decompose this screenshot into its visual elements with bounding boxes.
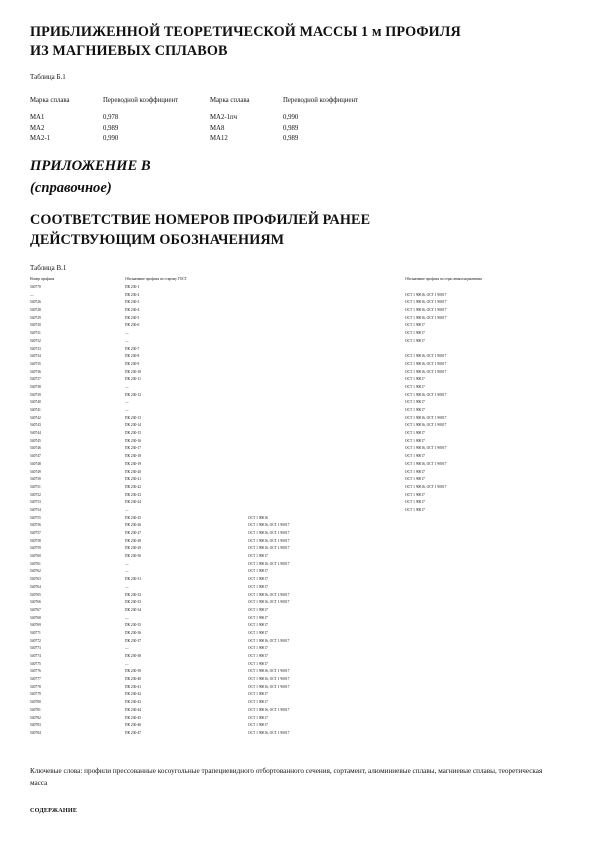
- table-cell: 540762: [30, 569, 41, 574]
- table-cell: 540766: [30, 600, 41, 605]
- table-row: [30, 453, 570, 461]
- table-cell: ОСТ 1 90017: [248, 623, 268, 628]
- table-cell: 540783: [30, 723, 41, 728]
- table-cell: ПК 230-29: [125, 546, 142, 551]
- table-b1: [30, 96, 403, 145]
- table-cell: ПК 230-2: [125, 292, 140, 297]
- table-cell: ПК 230-20: [125, 469, 142, 474]
- table-cell: 540750: [30, 477, 41, 482]
- table-cell: ОСТ 1 90016, ОСТ 1 90017: [248, 592, 290, 597]
- table-cell: ОСТ 1 90017: [248, 715, 268, 720]
- table-cell: 540747: [30, 454, 41, 459]
- table-row: [30, 661, 570, 669]
- table-cell: 540763: [30, 577, 41, 582]
- table-cell: ПК 230-36: [125, 630, 142, 635]
- table-cell: ОСТ 1 90017: [405, 469, 425, 474]
- table-cell: ОСТ 1 90016, ОСТ 1 90017: [405, 415, 447, 420]
- table-cell: ОСТ 1 90017: [405, 408, 425, 412]
- table-cell: ОСТ 1 90017: [248, 607, 268, 612]
- table-row: [30, 638, 570, 646]
- table-row: [30, 584, 570, 592]
- table-cell: ОСТ 1 90017: [248, 700, 268, 705]
- table-row: [30, 330, 570, 338]
- table-row: [30, 292, 570, 300]
- table-b2-caption: Таблица В.1: [30, 264, 67, 272]
- table-cell: ОСТ 1 90017: [248, 646, 268, 651]
- table-cell: ОСТ 1 90016, ОСТ 1 90017: [248, 638, 290, 643]
- table-cell: ОСТ 1 90017: [405, 431, 425, 436]
- table-b1-caption: Таблица Б.1: [30, 73, 66, 81]
- table-cell: 540784: [30, 730, 41, 735]
- table-cell: ПК 230-4: [125, 308, 140, 313]
- table-row: [30, 645, 570, 653]
- table-cell: 540749: [30, 469, 41, 474]
- table-cell: ПК 230-15: [125, 431, 142, 436]
- table-row: [30, 369, 570, 377]
- heading-top-line1: ПРИБЛИЖЕННОЙ ТЕОРЕТИЧЕСКОЙ МАССЫ 1 м ПРОФИЛЯ: [30, 24, 461, 40]
- table-cell: ОСТ 1 90016, ОСТ 1 90017: [405, 423, 447, 428]
- table-cell: ПК 230-3: [125, 300, 140, 305]
- toc-heading: СОДЕРЖАНИЕ: [30, 807, 78, 814]
- table-cell: ПК 230-42: [125, 692, 142, 697]
- table-cell: —: [125, 561, 129, 566]
- table-row: [30, 507, 570, 515]
- table-row: [30, 113, 403, 124]
- table-row: [30, 545, 570, 553]
- table-cell: ОСТ 1 90017: [248, 615, 268, 620]
- table-cell: 540751: [30, 484, 41, 489]
- table-cell: ОСТ 1 90017: [248, 577, 268, 582]
- table-cell: —: [125, 661, 129, 666]
- table-cell: ОСТ 1 90016, ОСТ 1 90017: [248, 677, 290, 682]
- table-row: [30, 653, 570, 661]
- table-cell: ПК 230-17: [125, 446, 142, 451]
- table-row: [30, 668, 570, 676]
- table-cell: ОСТ 1 90016: [248, 515, 268, 520]
- table-cell: ОСТ 1 90016, ОСТ 1 90017: [248, 561, 290, 566]
- table-b2-header-2: Обозначение профиля по старому ГОСТ: [125, 277, 188, 281]
- table-cell: ПК 230-5: [125, 315, 140, 320]
- table-row: [30, 422, 570, 430]
- table-row: [30, 461, 570, 469]
- table-cell: ОСТ 1 90016, ОСТ 1 90017: [405, 446, 447, 451]
- table-row: [30, 684, 570, 692]
- table-cell: ОСТ 1 90017: [405, 454, 425, 459]
- table-cell: ПК 230-38: [125, 654, 142, 658]
- table-cell: ОСТ 1 90017: [405, 438, 425, 443]
- table-cell: ОСТ 1 90017: [248, 723, 268, 728]
- table-cell: 540734: [30, 354, 41, 359]
- table-cell: ПК 230-41: [125, 684, 142, 689]
- table-row: [30, 699, 570, 707]
- table-row: [30, 522, 570, 530]
- table-cell: 0,989: [103, 124, 119, 132]
- table-cell: ПК 230-14: [125, 423, 142, 428]
- table-row: [30, 407, 570, 415]
- table-cell: ПК 230-10: [125, 369, 142, 374]
- table-cell: ОСТ 1 90016, ОСТ 1 90017: [405, 392, 447, 397]
- table-cell: —: [125, 400, 129, 405]
- table-cell: ПК 230-44: [125, 707, 142, 712]
- table-cell: ПК 230-27: [125, 531, 142, 535]
- table-row: [30, 691, 570, 699]
- table-cell: ПК 230-9: [125, 361, 140, 366]
- table-cell: 540737: [30, 377, 41, 382]
- table-cell: 540745: [30, 438, 41, 443]
- table-cell: 0,978: [103, 113, 119, 121]
- table-row: [30, 715, 570, 723]
- table-cell: ПК 230-11: [125, 377, 141, 382]
- table-cell: ОСТ 1 90017: [248, 630, 268, 635]
- table-row: [30, 307, 570, 315]
- table-cell: 540777: [30, 677, 41, 682]
- table-cell: МА1: [30, 113, 45, 121]
- table-cell: ПК 230-28: [125, 538, 142, 543]
- table-cell: 540748: [30, 461, 41, 466]
- table-cell: 540739: [30, 392, 41, 397]
- table-cell: ОСТ 1 90016, ОСТ 1 90017: [405, 361, 447, 366]
- table-cell: 540779: [30, 692, 41, 697]
- table-cell: 540731: [30, 331, 41, 336]
- table-cell: 540760: [30, 554, 41, 559]
- table-row: [30, 561, 570, 569]
- table-cell: 540728: [30, 308, 41, 313]
- table-cell: ОСТ 1 90016, ОСТ 1 90017: [405, 354, 447, 359]
- table-cell: 540754: [30, 507, 41, 512]
- table-cell: 540730: [30, 323, 41, 328]
- table-row: [30, 384, 570, 392]
- table-cell: МА8: [210, 124, 225, 132]
- table-cell: 540752: [30, 492, 41, 497]
- table-cell: МА2-1пч: [210, 113, 238, 121]
- table-row: [30, 376, 570, 384]
- table-cell: —: [125, 331, 129, 336]
- table-cell: 540726: [30, 300, 41, 305]
- table-cell: 540782: [30, 715, 41, 720]
- table-row: [30, 707, 570, 715]
- table-row: [30, 722, 570, 730]
- table-cell: 540735: [30, 361, 41, 366]
- heading-top-line2: ИЗ МАГНИЕВЫХ СПЛАВОВ: [30, 43, 228, 59]
- table-row: [30, 615, 570, 623]
- table-cell: ОСТ 1 90017: [405, 323, 425, 328]
- table-cell: 540765: [30, 592, 41, 597]
- table-cell: 540758: [30, 538, 41, 543]
- table-cell: ОСТ 1 90016, ОСТ 1 90017: [248, 531, 290, 535]
- table-row: [30, 315, 570, 323]
- table-row: [30, 553, 570, 561]
- table-cell: ОСТ 1 90016, ОСТ 1 90017: [248, 684, 290, 689]
- table-cell: ПК 230-12: [125, 392, 142, 397]
- table-cell: —: [125, 615, 129, 620]
- table-cell: ОСТ 1 90017: [405, 500, 425, 505]
- table-cell: 540753: [30, 500, 41, 505]
- table-row: [30, 576, 570, 584]
- table-cell: ПК 230-30: [125, 554, 142, 559]
- table-row: [30, 134, 403, 145]
- table-cell: ОСТ 1 90017: [248, 692, 268, 697]
- table-row: [30, 622, 570, 630]
- table-cell: ОСТ 1 90017: [405, 338, 425, 343]
- table-row: [30, 499, 570, 507]
- table-cell: ОСТ 1 90016, ОСТ 1 90017: [248, 600, 290, 605]
- table-row: [30, 430, 570, 438]
- table-row: [30, 338, 570, 346]
- table-cell: ПК 230-33: [125, 600, 142, 605]
- table-cell: 540755: [30, 515, 41, 520]
- table-cell: ОСТ 1 90017: [248, 569, 268, 574]
- appendix-title: ПРИЛОЖЕНИЕ В: [30, 158, 151, 174]
- table-cell: 540778: [30, 684, 41, 689]
- table-cell: —: [125, 338, 129, 343]
- table-cell: 540771: [30, 630, 41, 635]
- table-row: [30, 284, 570, 292]
- table-cell: ОСТ 1 90017: [405, 331, 425, 336]
- table-row: [30, 346, 570, 354]
- header-cell: Переводной коэффициент: [283, 97, 359, 104]
- table-cell: ОСТ 1 90017: [248, 661, 268, 666]
- table-cell: ОСТ 1 90017: [248, 584, 268, 589]
- table-row: [30, 630, 570, 638]
- table-cell: 540736: [30, 369, 41, 374]
- table-cell: ПК 230-32: [125, 592, 142, 597]
- table-cell: ПК 230-22: [125, 484, 142, 489]
- table-row: [30, 445, 570, 453]
- table-cell: 540761: [30, 561, 41, 566]
- table-row: [30, 353, 570, 361]
- table-cell: —: [125, 384, 129, 389]
- table-row: [30, 299, 570, 307]
- table-row: [30, 530, 570, 538]
- table-cell: ОСТ 1 90017: [405, 400, 425, 405]
- table-cell: 540769: [30, 623, 41, 628]
- table-cell: 540773: [30, 646, 41, 651]
- table-cell: ПК 230-35: [125, 623, 142, 628]
- table-cell: —: [30, 292, 34, 297]
- table-row: [30, 438, 570, 446]
- table-cell: ОСТ 1 90017: [405, 492, 425, 497]
- appendix-subtitle: (справочное): [30, 180, 112, 196]
- table-cell: 540759: [30, 546, 41, 551]
- table-cell: 540741: [30, 408, 41, 412]
- table-cell: —: [125, 569, 129, 574]
- table-cell: ПК 230-7: [125, 346, 140, 351]
- table-b2-header-1: Номер профиля: [30, 277, 55, 281]
- table-row: [30, 469, 570, 477]
- table-row: [30, 399, 570, 407]
- table-row: [30, 124, 403, 135]
- table-cell: ПК 230-16: [125, 438, 142, 443]
- table-cell: —: [125, 408, 129, 412]
- table-cell: 540742: [30, 415, 41, 420]
- table-cell: 540743: [30, 423, 41, 428]
- table-cell: ОСТ 1 90016, ОСТ 1 90017: [405, 300, 447, 305]
- table-cell: ОСТ 1 90016, ОСТ 1 90017: [405, 484, 447, 489]
- table-cell: ОСТ 1 90017: [405, 377, 425, 382]
- table-cell: 0,990: [283, 113, 299, 121]
- table-row: [30, 568, 570, 576]
- table-cell: 540740: [30, 400, 41, 405]
- table-cell: ПК 230-26: [125, 523, 142, 528]
- table-cell: ОСТ 1 90016, ОСТ 1 90017: [248, 707, 290, 712]
- table-cell: ПК 230-45: [125, 715, 142, 720]
- table-cell: 540781: [30, 707, 41, 712]
- table-cell: ОСТ 1 90016, ОСТ 1 90017: [248, 669, 290, 674]
- table-row: [30, 322, 570, 330]
- table-cell: ПК 230-40: [125, 677, 142, 682]
- header-cell: Переводной коэффициент: [103, 97, 179, 104]
- table-cell: 540757: [30, 531, 41, 535]
- table-cell: ПК 230-18: [125, 454, 142, 459]
- table-cell: 540775: [30, 661, 41, 666]
- table-cell: МА12: [210, 135, 228, 143]
- table-cell: МА2-1: [30, 135, 51, 143]
- table-header-row: [30, 96, 403, 107]
- appendix-heading-line2: ДЕЙСТВУЮЩИМ ОБОЗНАЧЕНИЯМ: [30, 232, 285, 248]
- header-cell: Марка сплава: [30, 97, 70, 104]
- table-cell: ПК 230-1: [125, 285, 140, 289]
- table-b2-header-4: Обозначение профиля по отраслевым нормативам: [405, 277, 482, 281]
- table-cell: ПК 230-47: [125, 730, 142, 735]
- table-cell: ПК 230-13: [125, 415, 142, 420]
- table-cell: ОСТ 1 90017: [405, 477, 425, 482]
- table-cell: 540746: [30, 446, 41, 451]
- table-cell: ОСТ 1 90017: [248, 654, 268, 658]
- table-b2-body: [30, 284, 570, 738]
- table-row: [30, 484, 570, 492]
- table-cell: 540729: [30, 315, 41, 320]
- table-cell: 0,989: [283, 124, 299, 132]
- table-cell: 0,990: [103, 135, 119, 143]
- table-cell: 540776: [30, 669, 41, 674]
- table-cell: МА2: [30, 124, 45, 132]
- table-cell: 540733: [30, 346, 41, 351]
- table-cell: 540732: [30, 338, 41, 343]
- appendix-heading-line1: СООТВЕТСТВИЕ НОМЕРОВ ПРОФИЛЕЙ РАНЕЕ: [30, 212, 371, 228]
- table-cell: ПК 230-19: [125, 461, 142, 466]
- table-cell: 540738: [30, 384, 41, 389]
- table-cell: ПК 230-25: [125, 515, 142, 520]
- table-cell: 540744: [30, 431, 41, 436]
- table-cell: 540772: [30, 638, 41, 643]
- table-row: [30, 361, 570, 369]
- table-cell: 540774: [30, 654, 41, 658]
- table-row: [30, 415, 570, 423]
- table-cell: —: [125, 646, 129, 651]
- table-row: [30, 676, 570, 684]
- table-cell: 0,989: [283, 135, 299, 143]
- table-cell: ПК 230-34: [125, 607, 142, 612]
- table-cell: —: [125, 507, 129, 512]
- table-cell: 540768: [30, 615, 41, 620]
- table-cell: ПК 230-46: [125, 723, 142, 728]
- table-cell: ОСТ 1 90016, ОСТ 1 90017: [405, 292, 447, 297]
- table-cell: ПК 230-39: [125, 669, 142, 674]
- table-cell: ОСТ 1 90016, ОСТ 1 90017: [248, 538, 290, 543]
- table-row: [30, 476, 570, 484]
- table-cell: ПК 230-8: [125, 354, 140, 359]
- table-cell: ПК 230-37: [125, 638, 142, 643]
- table-cell: ПК 230-31: [125, 577, 142, 582]
- table-cell: ПК 230-6: [125, 323, 140, 328]
- table-cell: ОСТ 1 90016, ОСТ 1 90017: [405, 461, 447, 466]
- table-cell: ОСТ 1 90016, ОСТ 1 90017: [248, 523, 290, 528]
- header-cell: Марка сплава: [210, 97, 250, 104]
- table-cell: ОСТ 1 90017: [405, 507, 425, 512]
- table-cell: ОСТ 1 90016, ОСТ 1 90017: [248, 546, 290, 551]
- table-cell: ОСТ 1 90016, ОСТ 1 90017: [405, 308, 447, 313]
- table-cell: ОСТ 1 90017: [405, 384, 425, 389]
- table-row: [30, 730, 570, 738]
- table-cell: 540767: [30, 607, 41, 612]
- table-cell: ПК 230-23: [125, 492, 142, 497]
- table-cell: 540756: [30, 523, 41, 528]
- table-cell: ПК 230-24: [125, 500, 142, 505]
- table-row: [30, 599, 570, 607]
- table-row: [30, 607, 570, 615]
- table-cell: ОСТ 1 90016, ОСТ 1 90017: [405, 315, 447, 320]
- table-cell: 540770: [30, 285, 41, 289]
- table-cell: 540780: [30, 700, 41, 705]
- table-cell: ОСТ 1 90016, ОСТ 1 90017: [248, 730, 290, 735]
- table-row: [30, 392, 570, 400]
- table-cell: —: [125, 584, 129, 589]
- table-cell: ОСТ 1 90016, ОСТ 1 90017: [405, 369, 447, 374]
- table-row: [30, 515, 570, 523]
- keywords-paragraph: Ключевые слова: профили прессованные косоугольные трапециевидного отбортованного сечения, сортамент, алюминиевые сплавы, магниевые сплавы, теоретическая масса: [30, 767, 543, 787]
- table-cell: ОСТ 1 90017: [248, 554, 268, 559]
- table-row: [30, 538, 570, 546]
- table-row: [30, 592, 570, 600]
- table-row: [30, 492, 570, 500]
- table-cell: 540764: [30, 584, 41, 589]
- table-cell: ПК 230-21: [125, 477, 142, 482]
- table-cell: ПК 230-43: [125, 700, 142, 705]
